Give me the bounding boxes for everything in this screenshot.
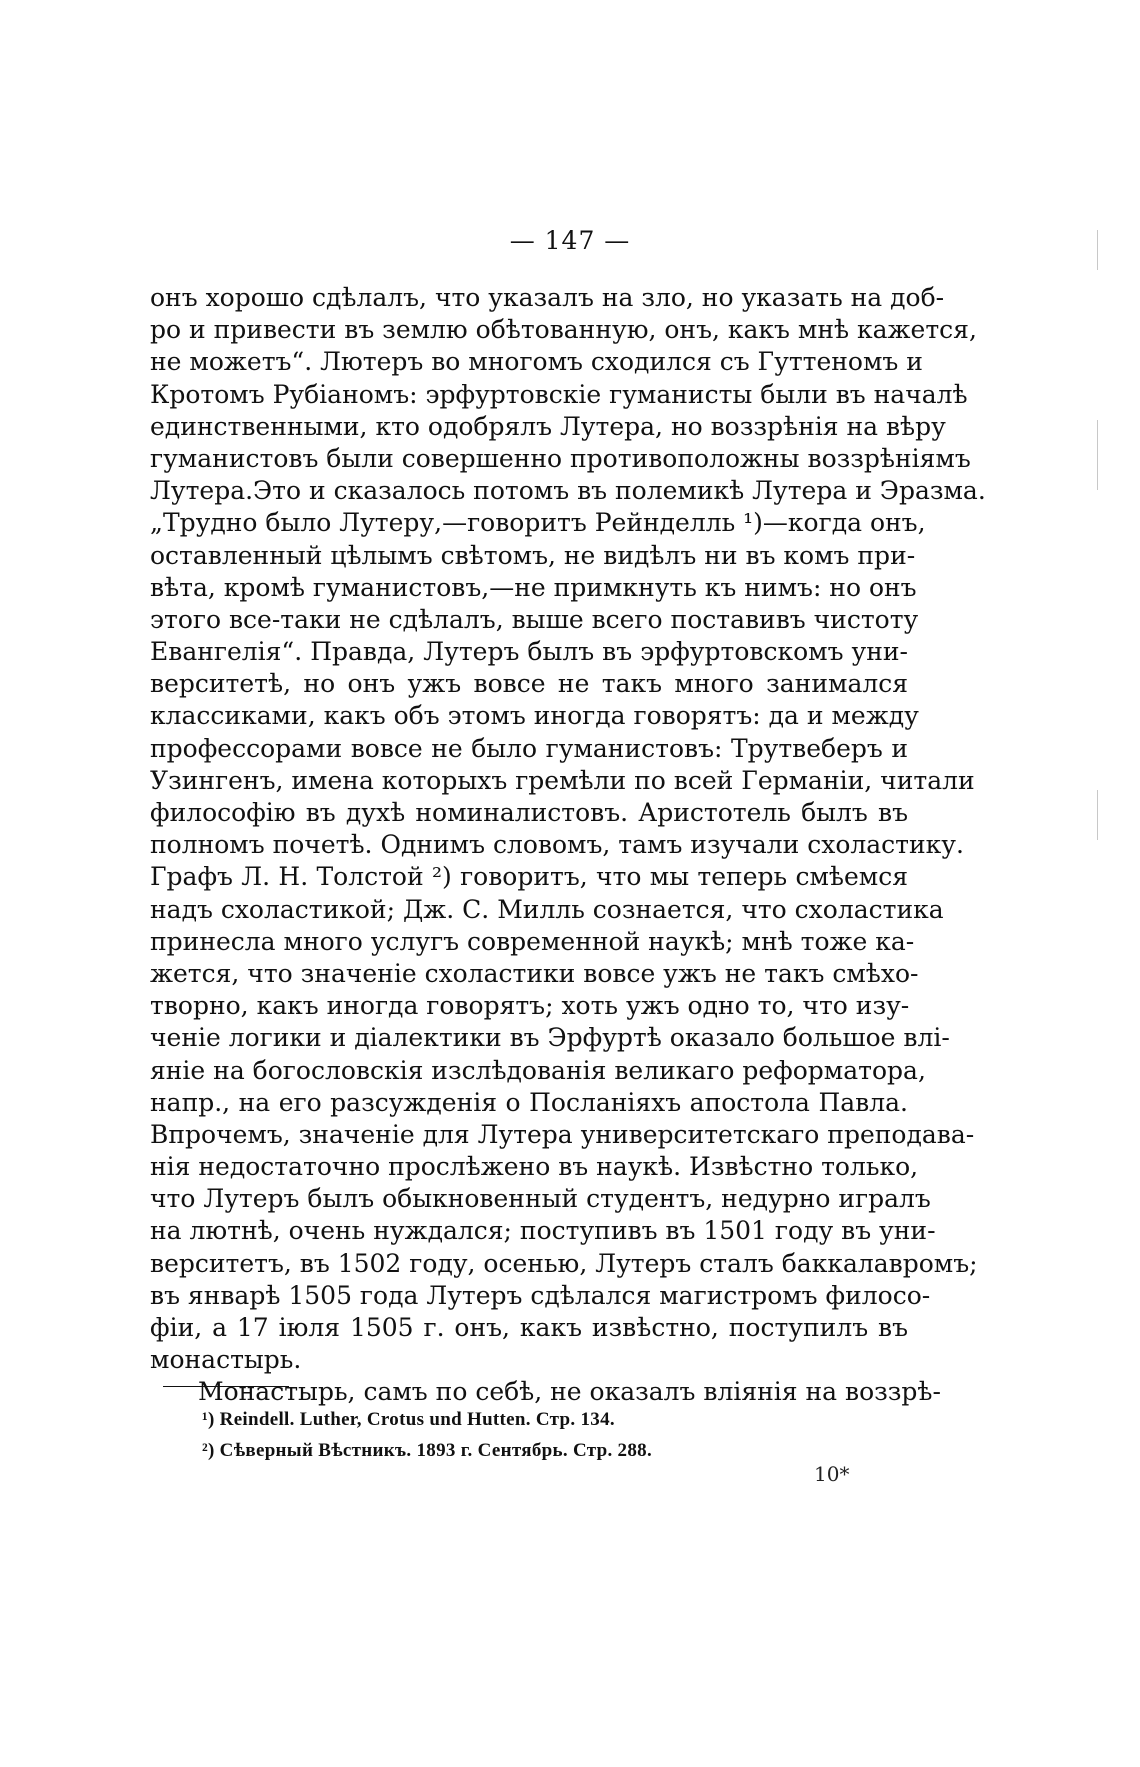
text-line: яніе на богословскія изслѣдованія великаго реформатора,	[150, 1055, 926, 1085]
text-line: онъ хорошо сдѣлалъ, что указалъ на зло, но указать на доб-	[150, 283, 945, 312]
text-line: Графъ Л. Н. Толстой ²) говоритъ, что мы теперь смѣемся	[150, 862, 908, 892]
text-line: полномъ почетѣ. Однимъ словомъ, тамъ изучали схоластику.	[150, 830, 964, 860]
text-line: фіи, а 17 іюля 1505 г. онъ, какъ извѣстно, поступилъ въ	[150, 1313, 908, 1342]
text-line: гуманистовъ были совершенно противоположны воззрѣніямъ	[150, 443, 971, 473]
text-line: напр., на его разсужденія о Посланіяхъ апостола Павла.	[150, 1087, 908, 1117]
signature-mark: 10*	[814, 1462, 850, 1486]
footnotes	[202, 1404, 822, 1466]
text-line: философію въ духѣ номиналистовъ. Аристотель былъ въ	[150, 798, 908, 827]
text-line: монастырь.	[150, 1345, 302, 1375]
scan-edge-mark	[1097, 790, 1098, 840]
text-line: оставленный цѣлымъ свѣтомъ, не видѣлъ ни въ комъ при-	[150, 540, 916, 570]
text-line: профессорами вовсе не было гуманистовъ: Трутвеберъ и	[150, 733, 908, 763]
text-line: надъ схоластикой; Дж. С. Милль сознается, что схоластика	[150, 894, 944, 924]
paragraph-start-line: Монастырь, самъ по себѣ, не оказалъ вліянія на воззрѣ-	[198, 1377, 941, 1407]
text-line: Впрочемъ, значеніе для Лутера университетскаго преподава-	[150, 1119, 975, 1149]
text-line: ченіе логики и діалектики въ Эрфуртѣ оказало большое влі-	[150, 1023, 950, 1053]
footnote-separator	[163, 1386, 289, 1387]
text-line: ро и привести въ землю обѣтованную, онъ, какъ мнѣ кажется,	[150, 315, 977, 345]
text-line: жется, что значеніе схоластики вовсе ужъ не такъ смѣхо-	[150, 958, 919, 988]
text-line: верситетѣ, но онъ ужъ вовсе не такъ много занимался	[150, 669, 908, 699]
scan-edge-mark	[1097, 420, 1098, 490]
page-number-header: — 147 —	[509, 226, 631, 255]
text-line: единственными, кто одобрялъ Лутера, но воззрѣнія на вѣру	[150, 411, 946, 441]
text-line: Кротомъ Рубіаномъ: эрфуртовскіе гуманисты были въ началѣ	[150, 379, 968, 409]
text-line: въ январѣ 1505 года Лутеръ сдѣлался магистромъ филосо-	[150, 1280, 931, 1310]
text-line: этого все-таки не сдѣлалъ, выше всего поставивъ чистоту	[150, 604, 919, 634]
text-line: не можетъ“. Лютеръ во многомъ сходился съ Гуттеномъ и	[150, 347, 923, 377]
text-line: на лютнѣ, очень нуждался; поступивъ въ 1501 году въ уни-	[150, 1216, 936, 1246]
text-line: Лутера.Это и сказалось потомъ въ полемикѣ Лутера и Эразма.	[150, 476, 986, 506]
text-line: что Лутеръ былъ обыкновенный студентъ, недурно игралъ	[150, 1184, 931, 1214]
footnote: ²) Сѣверный Вѣстникъ. 1893 г. Сентябрь. Стр. 288.	[202, 1440, 652, 1461]
text-line: Евангелія“. Правда, Лутеръ былъ въ эрфуртовскомъ уни-	[150, 637, 908, 667]
footnote: ¹) Reindell. Luther, Crotus und Hutten. Стр. 134.	[202, 1409, 615, 1430]
text-line: нія недостаточно прослѣжено въ наукѣ. Извѣстно только,	[150, 1152, 919, 1182]
text-line: „Трудно было Лутеру,—говоритъ Рейнделль ¹)—когда онъ,	[150, 508, 926, 538]
text-line: творно, какъ иногда говорятъ; хоть ужъ одно то, что изу-	[150, 991, 910, 1021]
text-line: верситетъ, въ 1502 году, осенью, Лутеръ сталъ баккалавромъ;	[150, 1248, 978, 1278]
text-line: принесла много услугъ современной наукѣ; мнѣ тоже ка-	[150, 926, 915, 956]
text-line: вѣта, кромѣ гуманистовъ,—не примкнуть къ нимъ: но онъ	[150, 572, 917, 602]
main-text	[150, 282, 986, 1409]
text-line: Узингенъ, имена которыхъ гремѣли по всей Германіи, читали	[150, 765, 975, 795]
text-line: классиками, какъ объ этомъ иногда говорятъ: да и между	[150, 701, 919, 731]
